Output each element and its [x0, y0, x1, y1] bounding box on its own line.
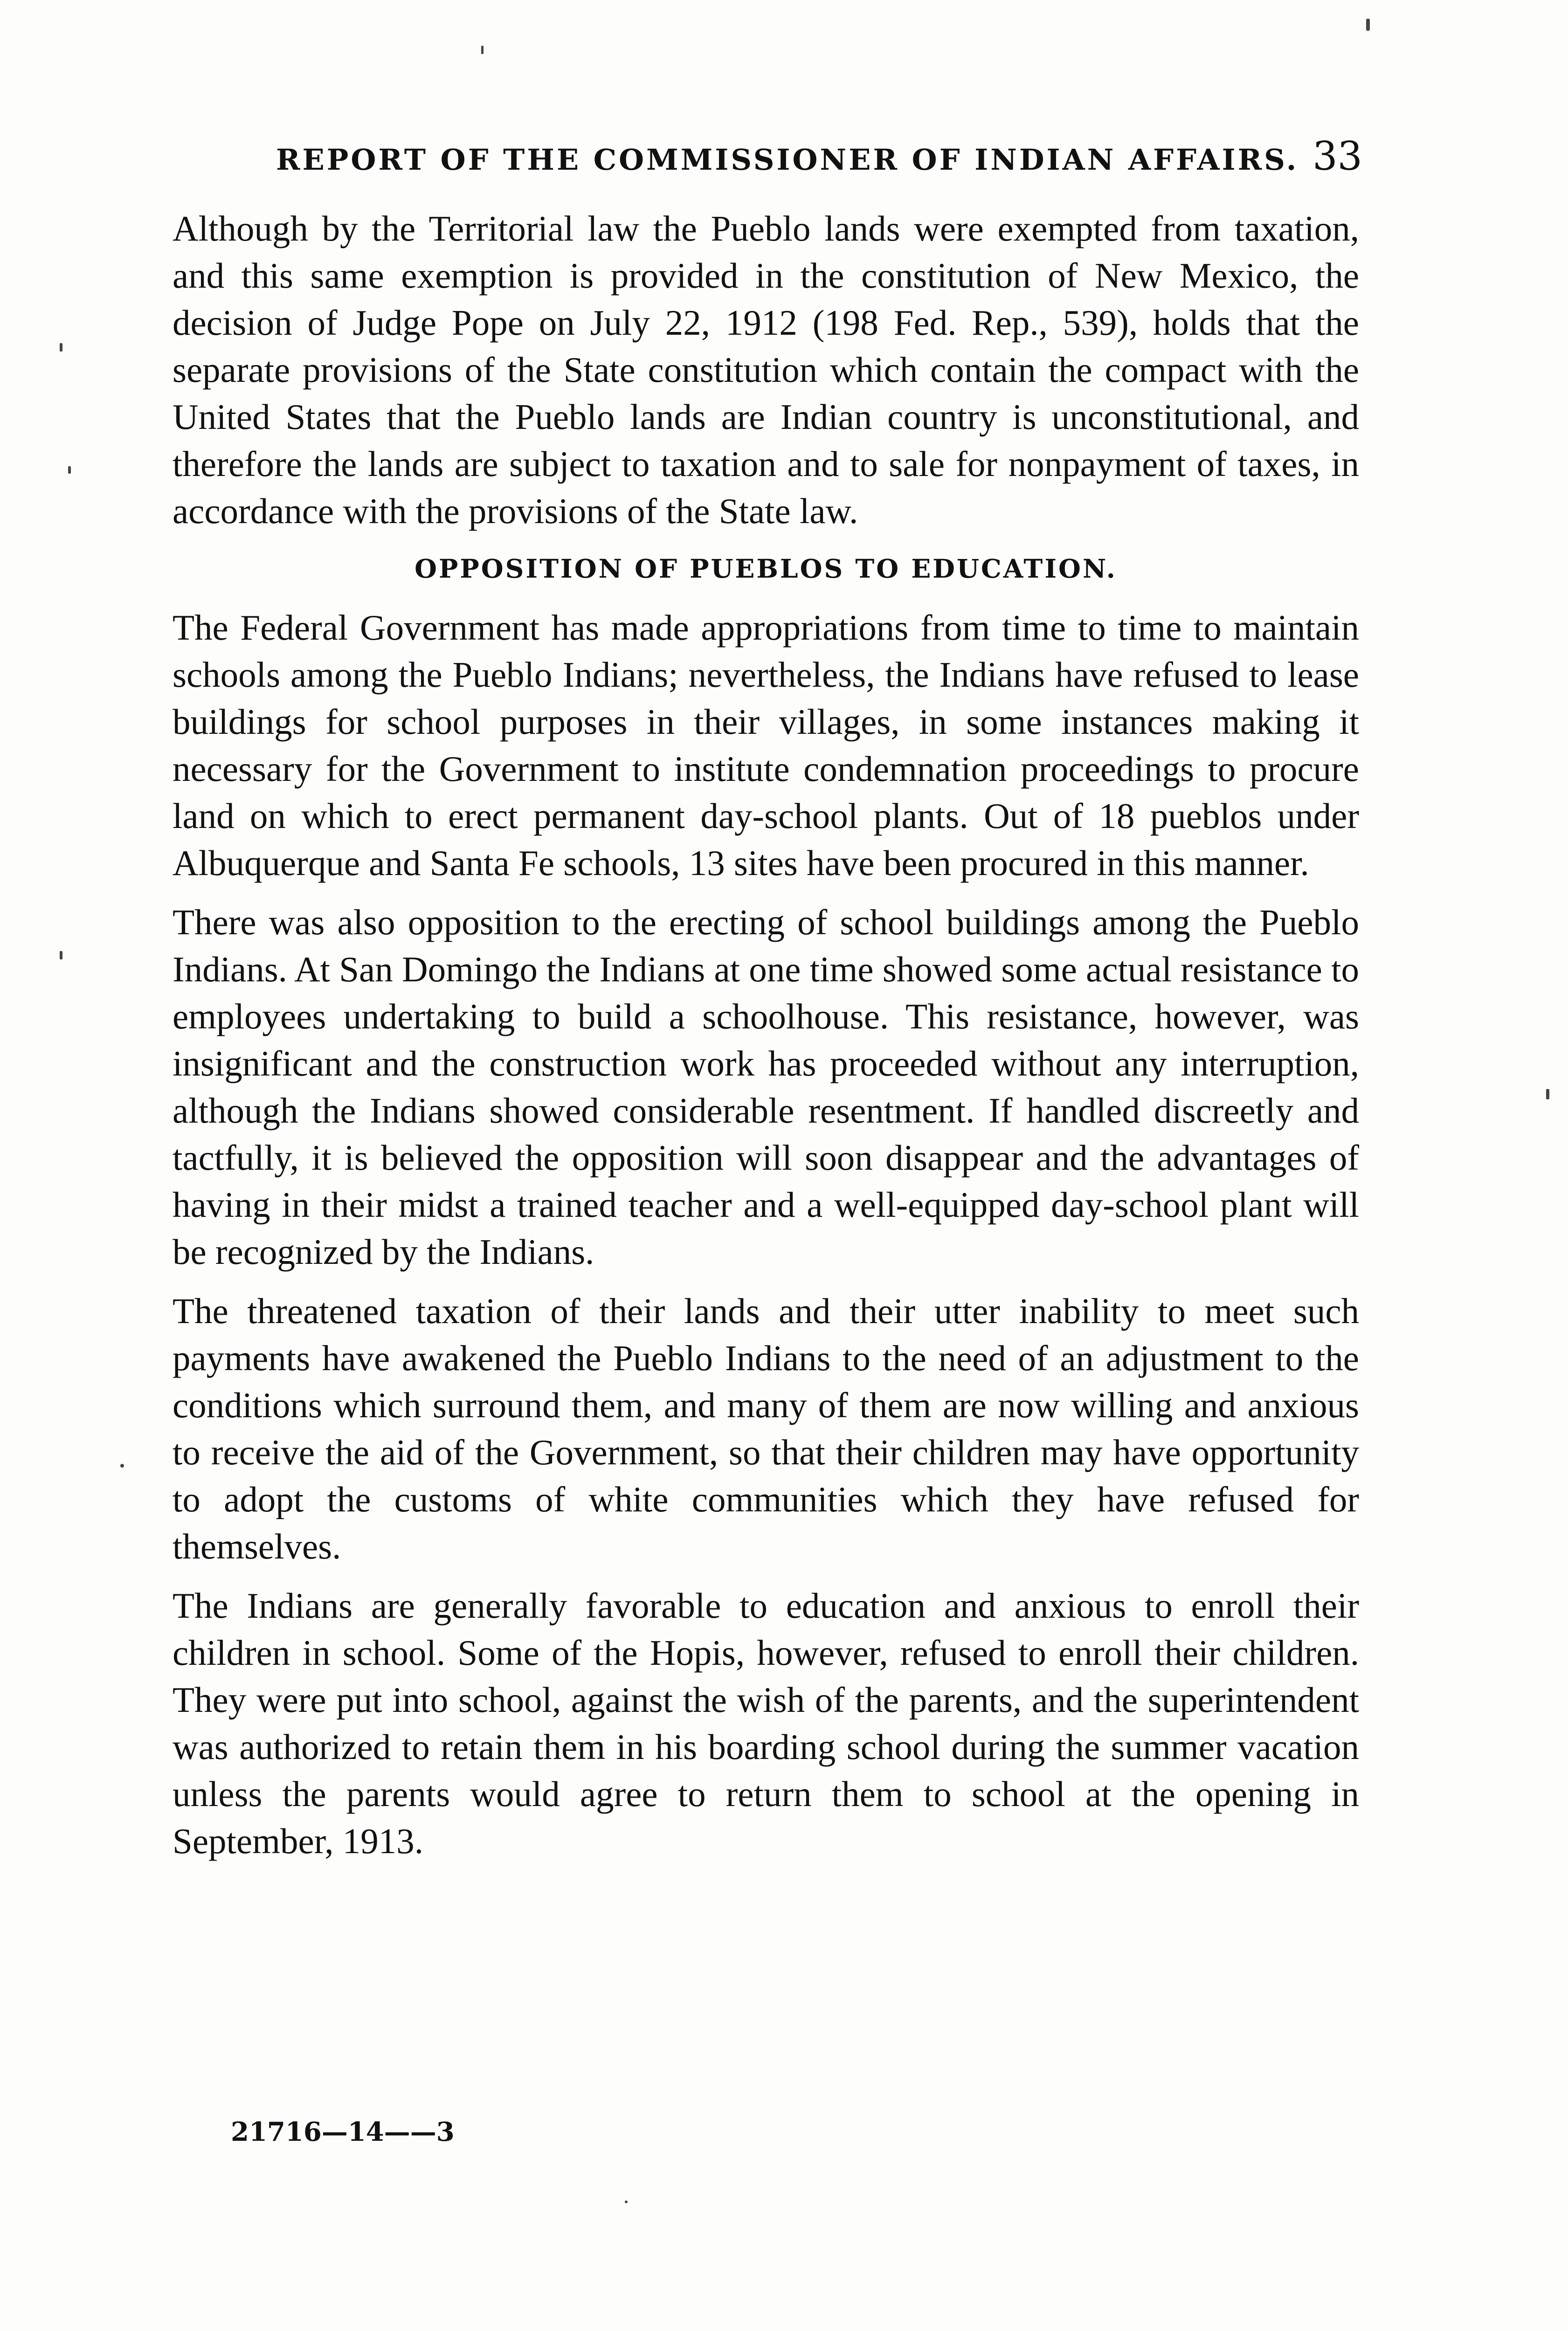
page-body [173, 205, 1359, 1877]
scan-speck [68, 466, 71, 474]
scan-speck [120, 1464, 124, 1468]
paragraph-taxation: Although by the Territorial law the Pueblo lands were exempted from taxation, and this same exemption is provided in the constitution of New Mexico, the decision of Judge Pope on July 22, 1912 (198 Fed. Rep., 539), holds that the separate provisions of the State constitution which contain the compact with the United States that the Pueblo lands are Indian country is unconstitutional, and therefore the lands are subject to taxation and to sale for nonpayment of taxes, in accordance with the provisions of the State law. [173, 208, 1359, 531]
page-number: 33 [1312, 133, 1362, 179]
paragraph-opposition: There was also opposition to the erecting of school buildings among the Pueblo Indians. At San Domingo the Indians at one time showed some actual resistance to employees undertaking to build a schoolhouse. This resistance, however, was insignificant and the construction work has proceeded without any interruption, although the Indians showed considerable resentment. If handled discreetly and tactfully, it is believed the opposition will soon disappear and the advantages of having in their midst a trained teacher and a well-equipped day-school plant will be recognized by the Indians. [173, 902, 1359, 1272]
running-head: REPORT OF THE COMMISSIONER OF INDIAN AFFAIRS. [276, 143, 1299, 177]
paragraph-threatened-taxation: The threatened taxation of their lands and their utter inability to meet such payments have awakened the Pueblo Indians to the need of an adjustment to the conditions which surround them, and many of them are now willing and anxious to receive the aid of the Government, so that their children may have opportunity to adopt the customs of white communities which they have refused for themselves. [173, 1291, 1359, 1566]
scan-speck [1546, 1089, 1549, 1099]
scan-speck [481, 46, 484, 54]
printer-signature-mark: 21716—14——3 [231, 2117, 455, 2147]
scan-speck [625, 2200, 628, 2203]
scan-speck [1366, 19, 1370, 31]
paragraph-appropriations: The Federal Government has made appropriations from time to time to maintain schools among the Pueblo Indians; nevertheless, the Indians have refused to lease buildings for school purposes in their villages, in some instances making it necessary for the Government to institute condemnation proceedings to procure land on which to erect permanent day-school plants. Out of 18 pueblos under Albuquerque and Santa Fe schools, 13 sites have been procured in this manner. [173, 607, 1359, 883]
scan-speck [60, 343, 62, 352]
page-header [276, 133, 1362, 185]
paragraph-hopis: The Indians are generally favorable to education and anxious to enroll their children in school. Some of the Hopis, however, refused to enroll their children. They were put into school, against the wish of the parents, and the superintendent was authorized to retain them in his boarding school during the summer vacation unless the parents would agree to return them to school at the opening in September, 1913. [173, 1586, 1359, 1861]
section-heading: OPPOSITION OF PUEBLOS TO EDUCATION. [414, 553, 1117, 584]
scan-speck [60, 951, 62, 959]
